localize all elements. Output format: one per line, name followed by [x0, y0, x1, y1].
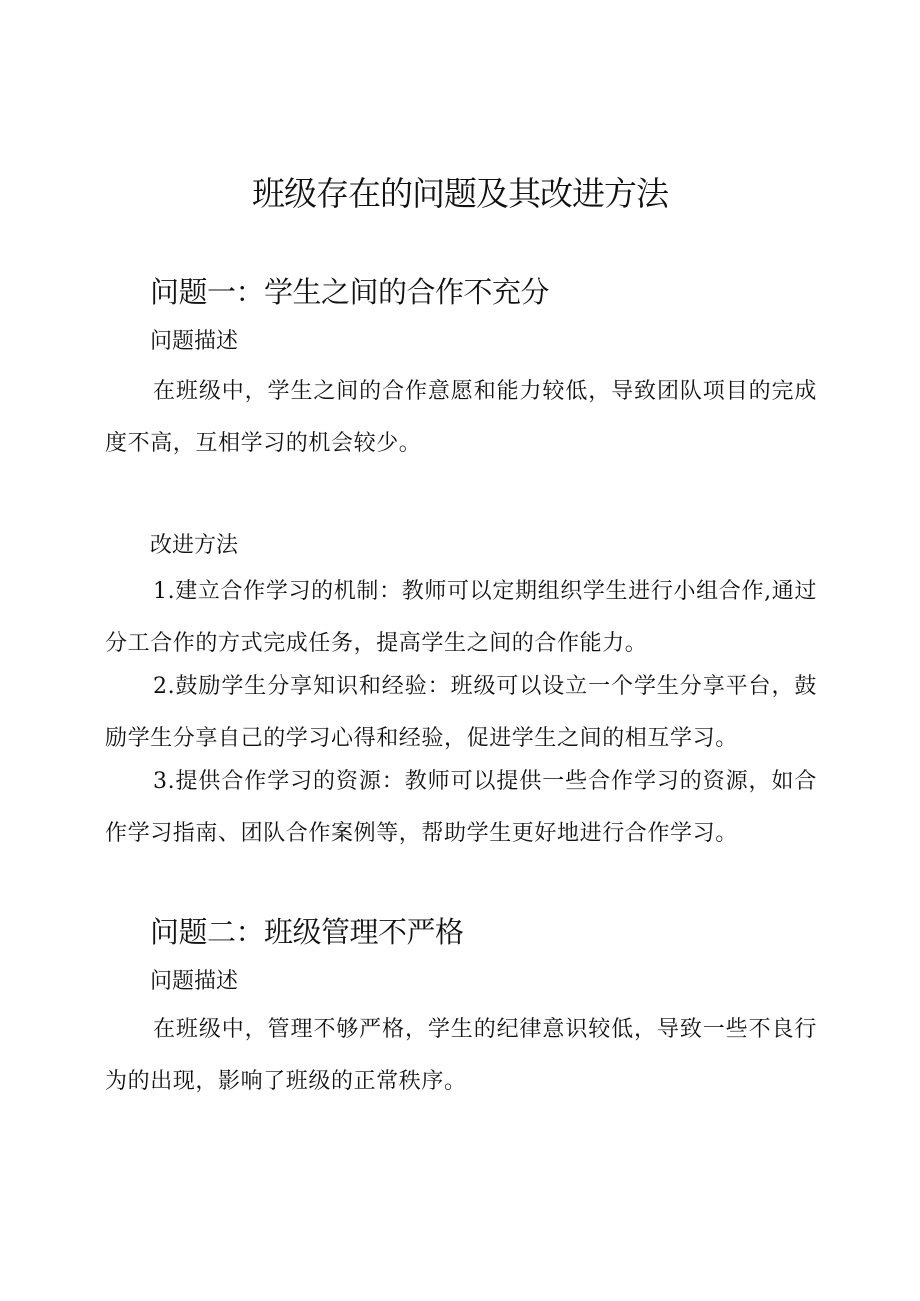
section-2-heading: 问题二：班级管理不严格 — [150, 915, 464, 949]
section-1-method-heading: 改进方法 — [150, 533, 239, 558]
method-item-1: 1.建立合作学习的机制：教师可以定期组织学生进行小组合作,通过分工合作的方式完成任务，提高学生之间的合作能力。 — [105, 579, 817, 656]
method-item-2: 2.鼓励学生分享知识和经验：班级可以设立一个学生分享平台，鼓励学生分享自己的学习心得和经验，促进学生之间的相互学习。 — [105, 674, 817, 751]
section-2-description-text: 在班级中，管理不够严格，学生的纪律意识较低，导致一些不良行为的出现，影响了班级的正常秩序。 — [105, 1017, 817, 1094]
section-1-description-heading: 问题描述 — [150, 329, 239, 354]
method-item-3: 3.提供合作学习的资源：教师可以提供一些合作学习的资源，如合作学习指南、团队合作案例等，帮助学生更好地进行合作学习。 — [105, 769, 817, 846]
section-1-heading: 问题一：学生之间的合作不充分 — [150, 275, 550, 309]
section-1-description-text: 在班级中，学生之间的合作意愿和能力较低，导致团队项目的完成度不高，互相学习的机会较少。 — [105, 379, 817, 456]
document-title: 班级存在的问题及其改进方法 — [252, 174, 668, 213]
section-2-description-heading: 问题描述 — [150, 969, 239, 994]
